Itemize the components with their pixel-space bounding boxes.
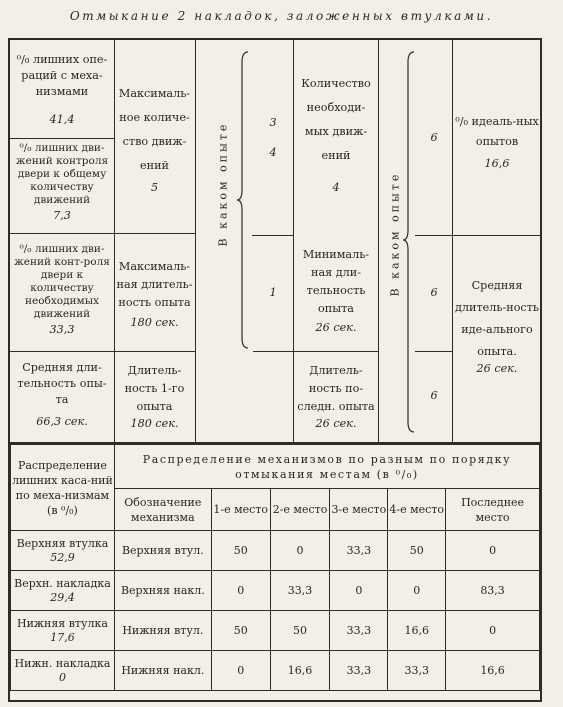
row-divider xyxy=(10,138,114,139)
mech-designation: Нижняя втул. xyxy=(114,611,211,651)
max-moves-label: Максималь-ное количе-ство движ-ений xyxy=(118,87,191,172)
value-cell: 0 xyxy=(330,571,388,611)
max-moves-value: 5 xyxy=(150,181,159,194)
max-duration-label: Максималь-ная длитель-ность опыта xyxy=(116,260,193,309)
mech-pct: 29,4 xyxy=(50,590,75,604)
extra-control-needed-value: 33,3 xyxy=(49,323,75,336)
row-divider xyxy=(252,235,293,236)
needed-moves-label: Количество необходи-мых движ-ений xyxy=(301,77,371,162)
col-divider xyxy=(195,40,196,442)
value-cell: 0 xyxy=(211,571,270,611)
row-divider xyxy=(253,351,378,352)
needed-moves-value: 4 xyxy=(332,181,340,194)
table-row xyxy=(11,651,540,691)
page-title: Отмыкание 2 накладок, заложенных втулками. xyxy=(69,9,494,23)
ideal-duration-value: 26 сек. xyxy=(476,362,518,375)
value-cell: 0 xyxy=(211,651,270,691)
value-cell: 33,3 xyxy=(330,611,388,651)
mech-pct: 52,9 xyxy=(50,550,75,564)
which-trial-label-2: В каком опыте xyxy=(388,171,402,297)
distribution-table xyxy=(10,444,540,691)
extra-control-total-value: 7,3 xyxy=(53,209,71,222)
mech-designation: Верхняя втул. xyxy=(114,531,211,571)
trial-value-5: 6 xyxy=(430,286,438,299)
min-duration-value: 26 сек. xyxy=(315,321,357,334)
extra-ops-value: 41,4 xyxy=(49,113,75,126)
value-cell: 16,6 xyxy=(270,651,330,691)
avg-duration-label: Средняя дли-тельность опы-та xyxy=(17,361,107,406)
trial-value-2: 4 xyxy=(269,146,277,159)
table-row xyxy=(11,531,540,571)
table-row xyxy=(11,611,540,651)
mech-name-header: Обозначение механизма xyxy=(114,489,211,531)
mech-designation: Верхняя накл. xyxy=(114,571,211,611)
value-cell: 0 xyxy=(446,611,540,651)
value-cell: 50 xyxy=(211,531,270,571)
mech-pct: 17,6 xyxy=(50,630,75,644)
first-duration-label: Длитель-ность 1-го опыта xyxy=(124,364,185,413)
mech-name: Нижняя втулка xyxy=(16,616,108,630)
last-duration-label: Длитель-ность по-следн. опыта xyxy=(297,364,375,413)
ideal-trials-value: 16,6 xyxy=(484,157,510,170)
row-divider xyxy=(415,235,540,236)
place-1-header: 1-е место xyxy=(211,489,270,531)
last-duration-value: 26 сек. xyxy=(315,417,357,430)
place-2-header: 2-е место xyxy=(270,489,330,531)
extra-control-needed-label: ⁰/₀ лишних дви-жений конт-роля двери к количеству необходимых движений xyxy=(14,243,110,320)
value-cell: 50 xyxy=(270,611,330,651)
trial-value-1: 3 xyxy=(269,116,277,129)
col-divider xyxy=(293,40,294,442)
first-duration-value: 180 сек. xyxy=(130,417,179,430)
row-divider xyxy=(415,351,452,352)
ideal-trials-label: ⁰/₀ идеаль-ных опытов xyxy=(455,115,539,148)
value-cell: 0 xyxy=(446,531,540,571)
value-cell: 83,3 xyxy=(446,571,540,611)
mech-name: Верхняя втулка xyxy=(16,536,109,550)
place-3-header: 3-е место xyxy=(330,489,388,531)
value-cell: 33,3 xyxy=(330,651,388,691)
value-cell: 50 xyxy=(388,531,446,571)
ideal-duration-label: Средняя длитель-ность иде-ального опыта. xyxy=(455,279,539,358)
value-cell: 16,6 xyxy=(446,651,540,691)
value-cell: 0 xyxy=(388,571,446,611)
place-4-header: 4-е место xyxy=(388,489,446,531)
value-cell: 33,3 xyxy=(330,531,388,571)
col-divider xyxy=(114,40,115,442)
col-divider xyxy=(378,40,379,442)
col-divider xyxy=(452,40,453,442)
value-cell: 0 xyxy=(270,531,330,571)
results-table xyxy=(8,38,542,702)
trial-value-6: 6 xyxy=(430,389,438,402)
brace-right xyxy=(402,50,418,435)
row-divider xyxy=(10,233,195,234)
value-cell: 33,3 xyxy=(388,651,446,691)
min-duration-label: Минималь-ная дли-тельность опыта xyxy=(302,248,370,315)
trial-value-3: 1 xyxy=(269,286,277,299)
row-divider xyxy=(10,351,195,352)
touch-distribution-header: Распределение лишних каса-ний по меха-низмам (в ⁰/₀) xyxy=(11,445,115,531)
extra-ops-label: ⁰/₀ лишних опе-раций с меха-низмами xyxy=(16,53,108,98)
trial-value-4: 6 xyxy=(430,131,438,144)
mech-name: Верхн. накладка xyxy=(14,576,111,590)
table-row xyxy=(11,571,540,611)
value-cell: 50 xyxy=(211,611,270,651)
mech-designation: Нижняя накл. xyxy=(114,651,211,691)
extra-control-total-label: ⁰/₀ лишних дви-жений контроля двери к общему количеству движений xyxy=(15,142,109,206)
max-duration-value: 180 сек. xyxy=(130,316,179,329)
value-cell: 16,6 xyxy=(388,611,446,651)
which-trial-label: В каком опыте xyxy=(216,121,230,247)
place-last-header: Последнее место xyxy=(446,489,540,531)
place-distribution-header: Распределение механизмов по разным по порядку отмыкания местам (в ⁰/₀) xyxy=(114,445,539,489)
mech-name: Нижн. накладка xyxy=(14,656,111,670)
mech-pct: 0 xyxy=(58,670,66,684)
brace-left xyxy=(236,50,252,350)
value-cell: 33,3 xyxy=(270,571,330,611)
avg-duration-value: 66,3 сек. xyxy=(36,415,88,428)
